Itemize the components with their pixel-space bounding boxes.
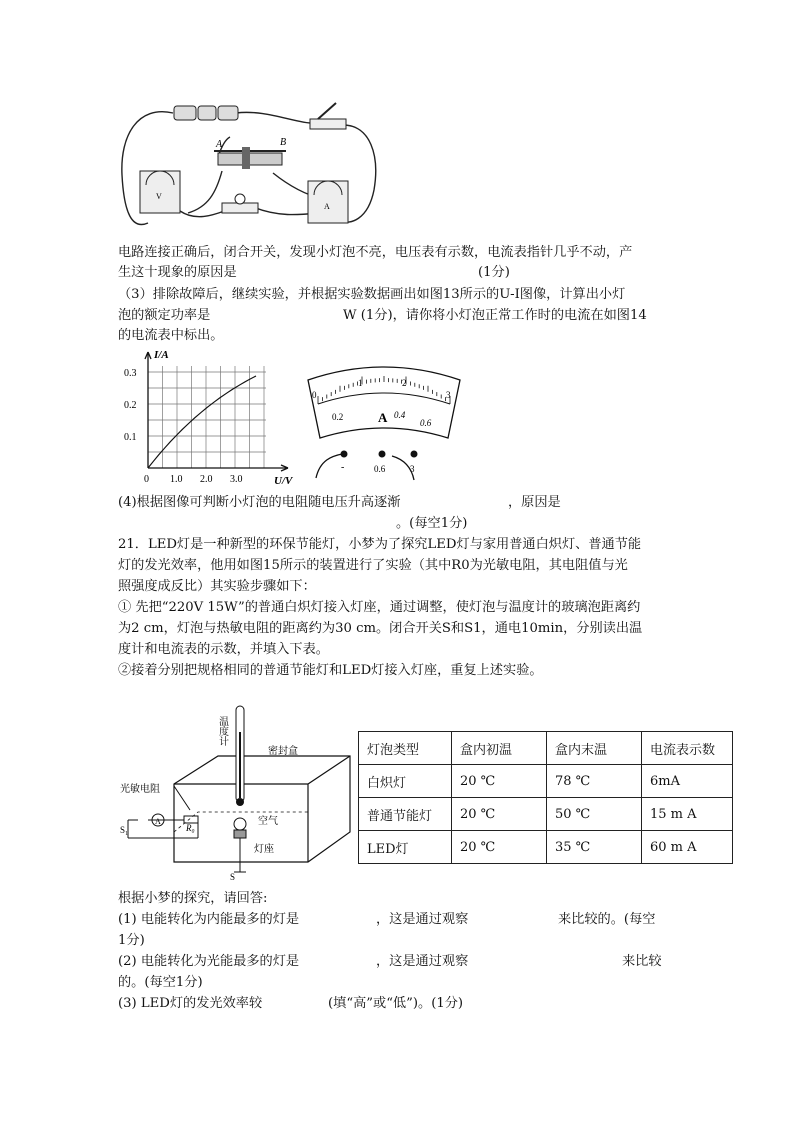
answer-3-b: (填“高”或“低”)。(1分) <box>328 996 464 1011</box>
battery-pack <box>174 106 238 120</box>
q21-line: 灯的发光效率，他用如图15所示的装置进行了实验（其中R0为光敏电阻，其电阻值与光 <box>118 558 628 573</box>
graph-ylabel: I/A <box>154 349 169 361</box>
voltmeter-icon <box>140 171 180 213</box>
answer-1-d: 1分) <box>118 933 145 948</box>
q21-line: ① 先把“220V 15W”的普通白炽灯接入灯座，通过调整，使灯泡与温度计的玻璃泡距离约 <box>118 600 641 615</box>
dial-bottom-label: 0.6 <box>420 418 432 428</box>
answer-1-a: (1) 电能转化为内能最多的灯是 <box>118 912 300 927</box>
photoresistor-label: 光敏电阻 <box>120 784 160 795</box>
table-cell: 35 ℃ <box>547 831 642 864</box>
xtick: 3.0 <box>230 474 243 485</box>
answer-2-d: 的。(每空1分) <box>118 975 203 990</box>
xtick: 2.0 <box>200 474 213 485</box>
ytick: 0.1 <box>124 432 137 443</box>
ammeter-icon <box>308 181 348 223</box>
terminal-icon <box>341 451 348 458</box>
terminal-icon <box>411 451 418 458</box>
table-cell: 普通节能灯 <box>359 798 452 831</box>
terminal-icon <box>379 451 386 458</box>
table-cell: 50 ℃ <box>547 798 642 831</box>
answer-3-a: (3) LED灯的发光效率较 <box>118 996 263 1011</box>
r0-label: R₀ <box>186 823 195 833</box>
answer-1-c: 来比较的。(每空 <box>558 912 656 927</box>
terminal-label: - <box>341 462 345 473</box>
answer-1-b: ，这是通过观察 <box>376 912 469 927</box>
q20-4-line1-a: (4)根据图像可判断小灯泡的电阻随电压升高逐渐 <box>118 495 401 510</box>
answer-2-c: 来比较 <box>622 954 662 969</box>
dial-bottom-label: 0.2 <box>332 412 344 422</box>
q20-3-line2-b: W (1分)，请你将小灯泡正常工作时的电流在如图14 <box>343 308 647 323</box>
q20-3-line1: （3）排除故障后，继续实验，并根据实验数据画出如图13所示的U-I图像，计算出小灯 <box>118 287 626 302</box>
q20-4-line2: 。(每空1分) <box>396 516 468 531</box>
ammeter-dial <box>298 360 470 490</box>
answers-intro: 根据小梦的探究，请回答: <box>118 891 268 906</box>
q21-line: ②接着分别把规格相同的普通节能灯和LED灯接入灯座，重复上述实验。 <box>118 663 543 678</box>
answer-2-b: ，这是通过观察 <box>376 954 469 969</box>
table-cell: 20 ℃ <box>452 765 547 798</box>
results-table <box>358 731 733 864</box>
ytick: 0.3 <box>124 368 137 379</box>
svg-text:V: V <box>156 192 162 201</box>
answer-2-a: (2) 电能转化为光能最多的灯是 <box>118 954 300 969</box>
xtick: 0 <box>144 474 149 485</box>
xtick: 1.0 <box>170 474 183 485</box>
q20-2-line2: 生这十现象的原因是 <box>118 265 237 280</box>
table-header-cell: 电流表示数 <box>642 732 733 765</box>
q21-line: 21．LED灯是一种新型的环保节能灯，小梦为了探究LED灯与家用普通白炽灯、普通节能 <box>118 537 642 552</box>
table-header-cell: 灯泡类型 <box>359 732 452 765</box>
q21-line: 照强度成反比）其实验步骤如下： <box>118 579 316 594</box>
sealed-box-label: 密封盒 <box>268 746 298 757</box>
lamp-icon <box>234 818 246 872</box>
table-cell: 78 ℃ <box>547 765 642 798</box>
graph-xlabel: U/V <box>274 475 293 487</box>
thermometer-label: 温度计 <box>216 716 228 746</box>
dial-top-label: 2 <box>402 378 407 388</box>
table-header-cell: 盒内初温 <box>452 732 547 765</box>
dial-top-label: 0 <box>312 390 317 400</box>
terminal-label: 3 <box>410 464 415 474</box>
table-cell: 15 m A <box>642 798 733 831</box>
photoresistor-icon <box>184 816 198 823</box>
q21-line: 度计和电流表的示数，并填入下表。 <box>118 642 329 657</box>
dial-top-label: 3 <box>446 390 451 400</box>
ui-graph <box>118 348 298 490</box>
table-cell: 6mA <box>642 765 733 798</box>
table-cell: 20 ℃ <box>452 798 547 831</box>
table-cell: 白炽灯 <box>359 765 452 798</box>
dial-unit: A <box>378 410 388 425</box>
q20-2-score: (1分) <box>478 265 510 280</box>
thermometer-icon <box>236 706 244 806</box>
table-row <box>359 798 733 831</box>
ammeter-label: A <box>155 817 161 826</box>
table-cell: 60 m A <box>642 831 733 864</box>
circuit-figure <box>118 95 380 240</box>
terminal-label: 0.6 <box>374 464 386 474</box>
table-header-cell: 盒内末温 <box>547 732 642 765</box>
s-label: S <box>230 872 236 882</box>
table-header-row <box>359 732 733 765</box>
table-row <box>359 831 733 864</box>
s1-label: S₁ <box>120 825 129 835</box>
table-cell: 20 ℃ <box>452 831 547 864</box>
dial-bottom-label: 0.4 <box>394 410 406 420</box>
iu-curve <box>148 376 256 468</box>
q21-line: 为2 cm，灯泡与热敏电阻的距离约为30 cm。闭合开关S和S1，通电10min，分别读出温 <box>118 621 643 636</box>
q20-2-line1: 电路连接正确后，闭合开关，发现小灯泡不亮，电压表有示数，电流表指针几乎不动，产 <box>118 245 633 260</box>
air-label: 空气 <box>258 816 278 827</box>
ytick: 0.2 <box>124 400 137 411</box>
apparatus-figure <box>118 702 352 884</box>
table-cell: LED灯 <box>359 831 452 864</box>
svg-text:B: B <box>280 137 287 148</box>
q20-3-line2-a: 泡的额定功率是 <box>118 308 211 323</box>
svg-text:A: A <box>324 202 330 211</box>
svg-text:A: A <box>216 139 223 150</box>
lamp-holder-label: 灯座 <box>254 844 274 855</box>
q20-3-line3: 的电流表中标出。 <box>118 328 224 343</box>
table-row <box>359 765 733 798</box>
q20-4-line1-b: ，原因是 <box>508 495 561 510</box>
dial-top-label: 1 <box>358 378 363 388</box>
